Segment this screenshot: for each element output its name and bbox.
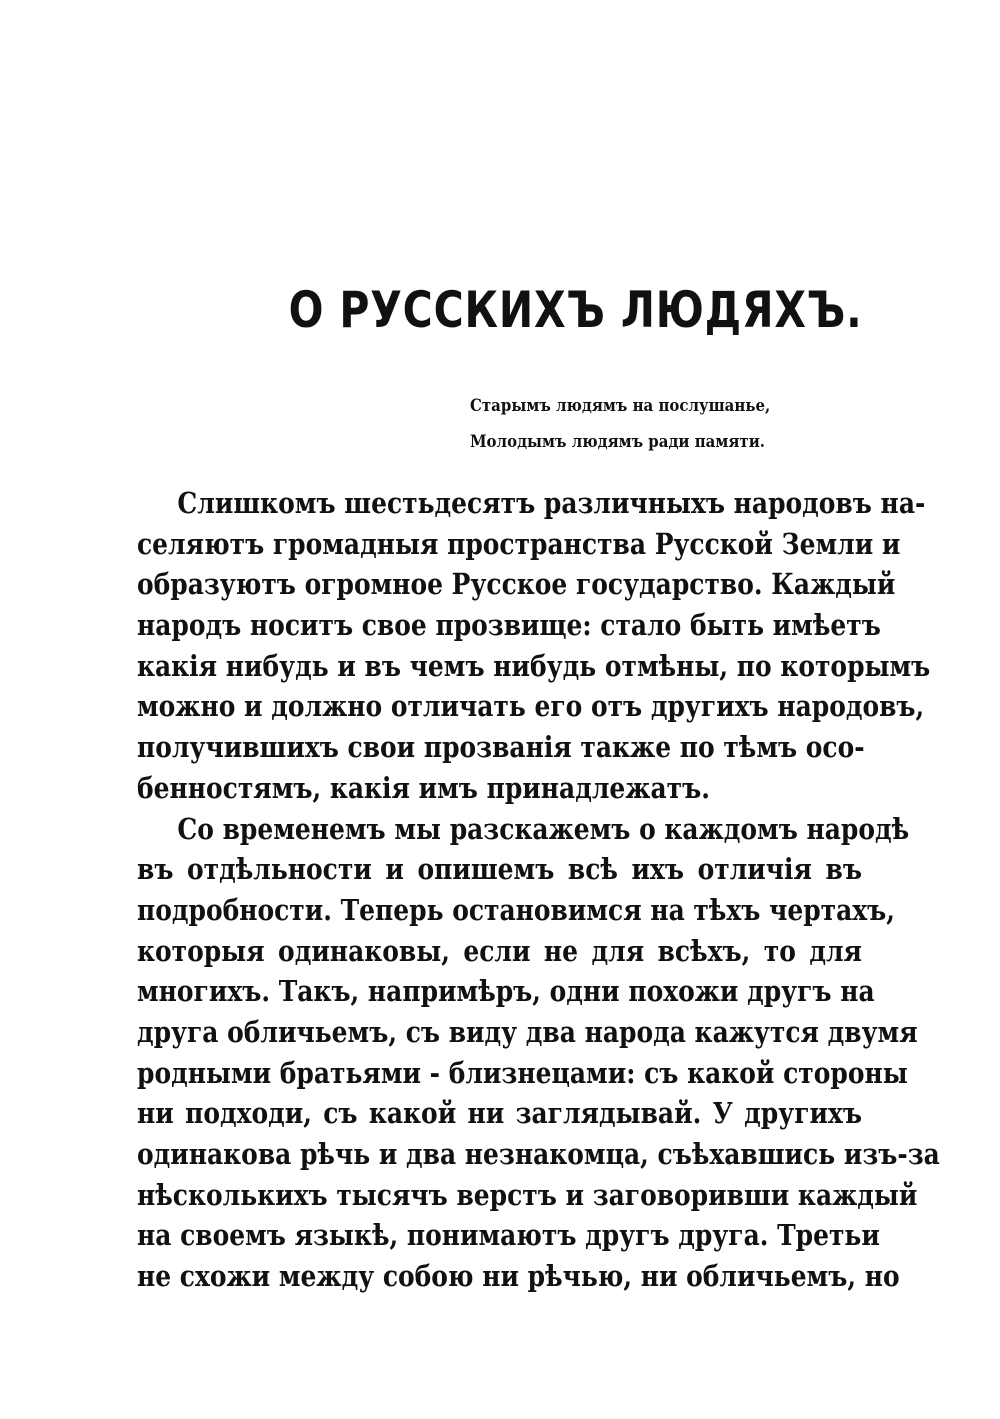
epigraph-line: Старымъ людямъ на послушанье, [470, 396, 771, 416]
text-line: въ отдѣльности и опишемъ всѣ ихъ отличія въ [137, 852, 862, 887]
text-line: родными братьями - близнецами: съ какой стороны [137, 1055, 908, 1090]
epigraph-line: Молодымъ людямъ ради памяти. [470, 432, 765, 452]
text-line: не схожи между собою ни рѣчью, ни обличьемъ, но [137, 1259, 900, 1294]
text-line: селяютъ громадныя пространства Русской Земли и [137, 526, 901, 561]
body-text [137, 483, 940, 1297]
text-line: которыя одинаковы, если не для всѣхъ, то для [137, 933, 862, 968]
text-line: народъ носитъ свое прозвище: стало быть имѣетъ [137, 608, 881, 643]
text-line: образуютъ огромное Русское государство. Каждый [137, 567, 896, 602]
text-line: нѣсколькихъ тысячъ верстъ и заговоривши каждый [137, 1177, 918, 1212]
chapter-title: О РУССКИХЪ ЛЮДЯХЪ. [288, 281, 863, 339]
text-line: ни подходи, съ какой ни заглядывай. У другихъ [137, 1096, 862, 1131]
epigraph [470, 388, 830, 460]
text-line: Со временемъ мы разскажемъ о каждомъ народѣ [177, 811, 910, 846]
paragraph-2 [137, 809, 940, 1297]
text-line: Слишкомъ шестьдесятъ различныхъ народовъ на- [177, 486, 926, 520]
text-line: многихъ. Такъ, напримѣръ, одни похожи другъ на [137, 974, 875, 1009]
text-line: какія нибудь и въ чемъ нибудь отмѣны, по которымъ [137, 648, 931, 683]
text-line: друга обличьемъ, съ виду два народа кажутся двумя [137, 1014, 918, 1049]
text-line: можно и должно отличать его отъ другихъ народовъ, [137, 689, 925, 724]
text-line: одинакова рѣчь и два незнакомца, съѣхавшись изъ-за [137, 1137, 940, 1171]
paragraph-1 [137, 483, 931, 809]
text-line: подробности. Теперь остановимся на тѣхъ чертахъ, [137, 892, 895, 927]
text-line: бенностямъ, какія имъ принадлежатъ. [137, 770, 710, 805]
text-line: получившихъ свои прозванія также по тѣмъ осо- [137, 730, 865, 765]
text-line: на своемъ языкѣ, понимаютъ другъ друга. Третьи [137, 1218, 880, 1253]
